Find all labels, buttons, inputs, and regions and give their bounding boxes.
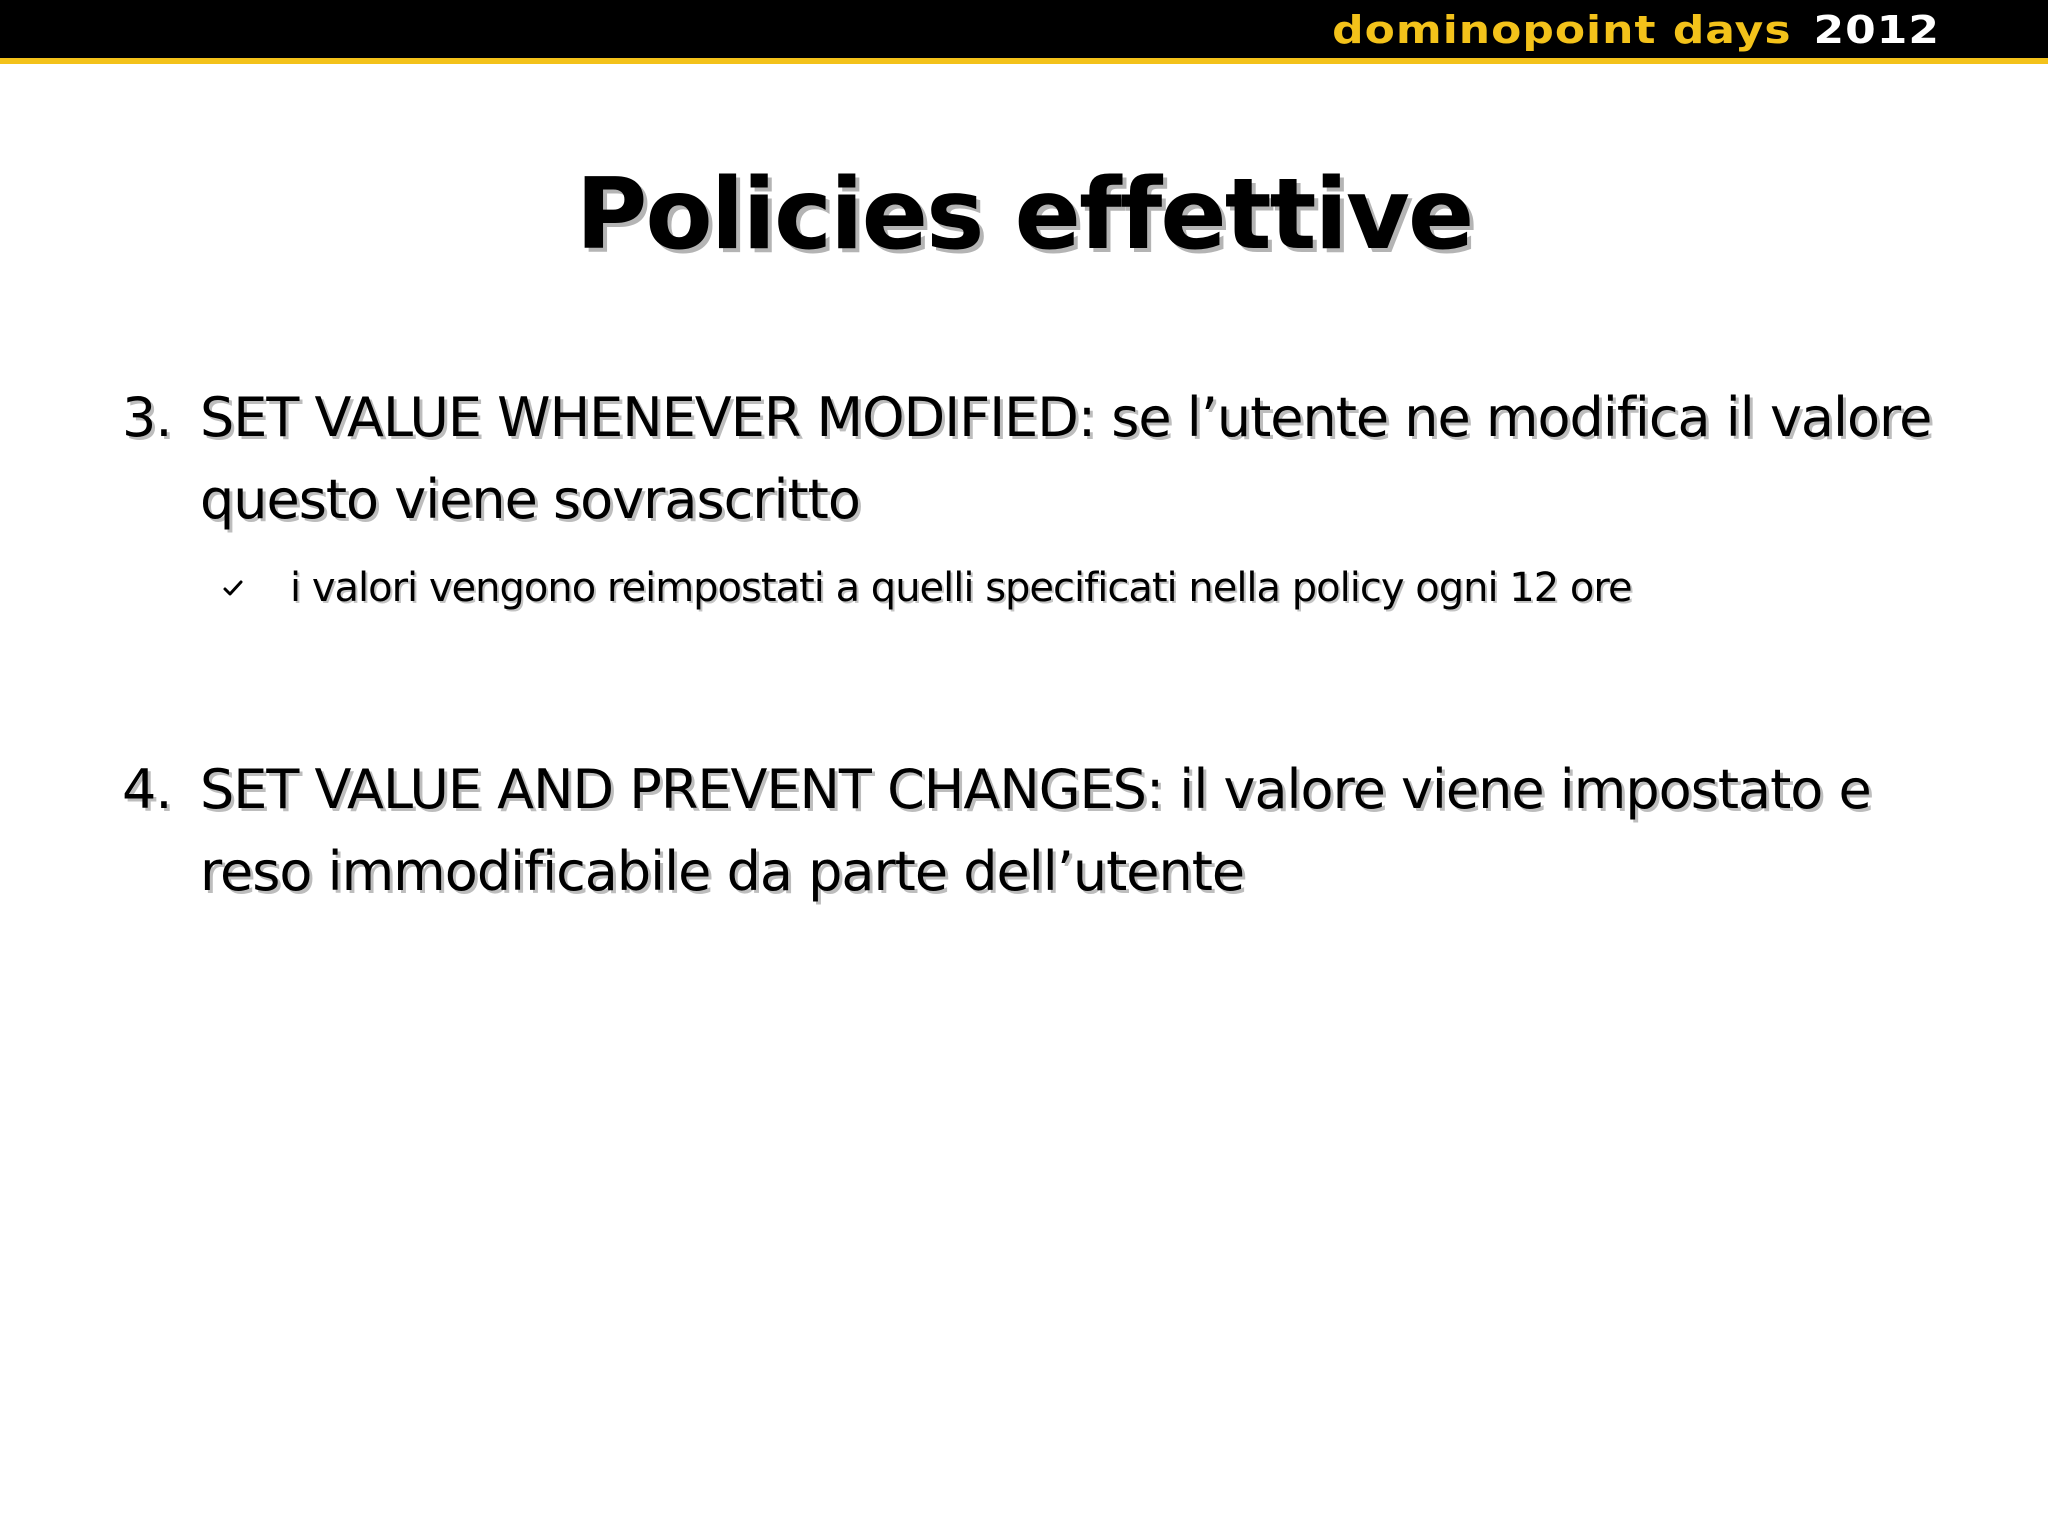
header-accent-stripe [0, 58, 2048, 64]
sub-list-item-text: i valori vengono reimpostati a quelli specificati nella policy ogni 12 ore [290, 565, 1632, 611]
event-logo [1332, 6, 1940, 54]
list-item-text: SET VALUE AND PREVENT CHANGES: il valore viene impostato e reso immodificabile da parte dell’utente [200, 758, 1871, 903]
slide-title: Policies effettive [575, 158, 1473, 272]
logo-word: dominopoint days [1332, 8, 1792, 52]
list-item-number: 4. [122, 758, 172, 821]
logo-year: 2012 [1813, 8, 1940, 52]
list-item [122, 377, 1942, 541]
sub-list-item [222, 560, 1862, 616]
list-item-text: SET VALUE WHENEVER MODIFIED: se l’utente ne modifica il valore questo viene sovrascritto [200, 386, 1932, 531]
list-item-number: 3. [122, 386, 172, 449]
checkmark-icon [222, 573, 290, 603]
list-item [122, 749, 1942, 913]
